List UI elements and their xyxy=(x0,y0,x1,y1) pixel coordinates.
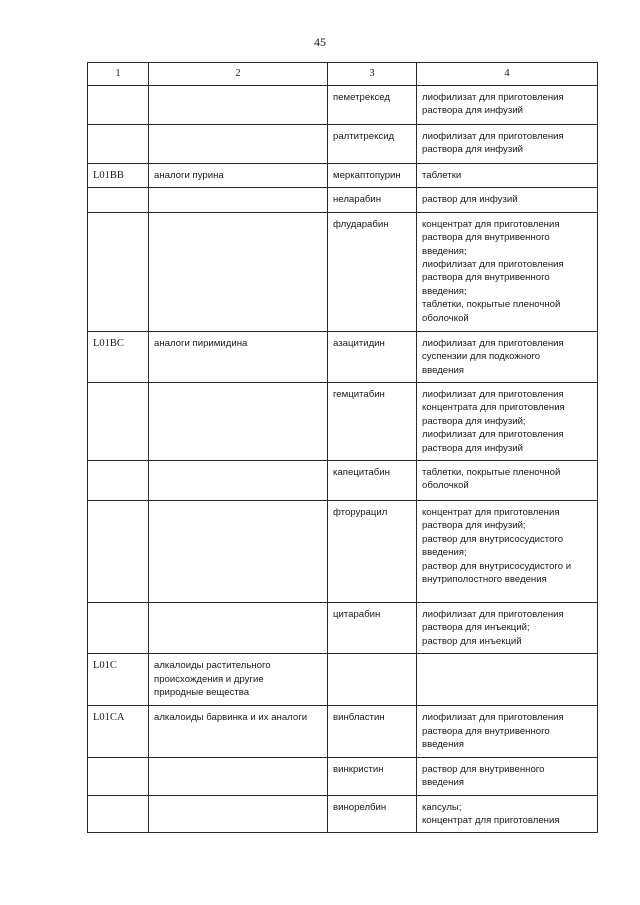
drug-name: флударабин xyxy=(328,212,417,331)
pharmacological-group xyxy=(149,795,328,833)
pharmacological-group xyxy=(149,603,328,654)
pharmacological-group xyxy=(149,188,328,212)
table-row xyxy=(88,757,598,795)
drug-name: меркаптопурин xyxy=(328,164,417,188)
table-row xyxy=(88,164,598,188)
drug-name: гемцитабин xyxy=(328,383,417,461)
pharmacological-group xyxy=(149,125,328,164)
table-row xyxy=(88,706,598,757)
table-row xyxy=(88,212,598,331)
table-header-row xyxy=(88,63,598,86)
pharmacological-group xyxy=(149,86,328,125)
dosage-form: лиофилизат для приготовления суспензии для подкожного введения xyxy=(417,331,598,382)
column-header-code: 1 xyxy=(88,63,149,86)
atc-code xyxy=(88,461,149,501)
drug-name: винбластин xyxy=(328,706,417,757)
atc-code xyxy=(88,757,149,795)
atc-code: L01BC xyxy=(88,331,149,382)
dosage-form: капсулы; концентрат для приготовления xyxy=(417,795,598,833)
table-row xyxy=(88,461,598,501)
column-header-form: 4 xyxy=(417,63,598,86)
atc-code xyxy=(88,86,149,125)
table-row xyxy=(88,383,598,461)
column-header-drug: 3 xyxy=(328,63,417,86)
atc-code xyxy=(88,212,149,331)
atc-code xyxy=(88,603,149,654)
atc-code xyxy=(88,795,149,833)
dosage-form: концентрат для приготовления раствора для инфузий; раствор для внутрисосудистого введения; раствор для внутрисосудистого и внутриполостного введения xyxy=(417,501,598,603)
pharmacological-group: аналоги пиримидина xyxy=(149,331,328,382)
table-row xyxy=(88,501,598,603)
pharmacological-group xyxy=(149,501,328,603)
drug-name: фторурацил xyxy=(328,501,417,603)
dosage-form: лиофилизат для приготовления раствора для инфузий xyxy=(417,86,598,125)
pharmacological-group: алкалоиды барвинка и их аналоги xyxy=(149,706,328,757)
drug-name: цитарабин xyxy=(328,603,417,654)
drug-name: ралтитрексид xyxy=(328,125,417,164)
atc-code: L01CA xyxy=(88,706,149,757)
dosage-form: лиофилизат для приготовления раствора для инъекций; раствор для инъекций xyxy=(417,603,598,654)
table-row xyxy=(88,125,598,164)
pharmacological-group: алкалоиды растительного происхождения и другие природные вещества xyxy=(149,654,328,706)
drug-name: винкристин xyxy=(328,757,417,795)
dosage-form: таблетки xyxy=(417,164,598,188)
table-row xyxy=(88,188,598,212)
pharmacological-group xyxy=(149,383,328,461)
table-row xyxy=(88,654,598,706)
drug-table xyxy=(87,62,598,833)
drug-name: пеметрексед xyxy=(328,86,417,125)
table-row xyxy=(88,603,598,654)
column-header-group: 2 xyxy=(149,63,328,86)
drug-name: капецитабин xyxy=(328,461,417,501)
drug-name: азацитидин xyxy=(328,331,417,382)
atc-code xyxy=(88,383,149,461)
dosage-form xyxy=(417,654,598,706)
table-row xyxy=(88,86,598,125)
drug-name: неларабин xyxy=(328,188,417,212)
dosage-form: лиофилизат для приготовления раствора для инфузий xyxy=(417,125,598,164)
table-row xyxy=(88,795,598,833)
table-row xyxy=(88,331,598,382)
dosage-form: таблетки, покрытые пленочной оболочкой xyxy=(417,461,598,501)
atc-code: L01C xyxy=(88,654,149,706)
dosage-form: раствор для инфузий xyxy=(417,188,598,212)
atc-code: L01BB xyxy=(88,164,149,188)
pharmacological-group: аналоги пурина xyxy=(149,164,328,188)
dosage-form: концентрат для приготовления раствора для внутривенного введения; лиофилизат для приготовления раствора для внутривенного введения; таблетки, покрытые пленочной оболочкой xyxy=(417,212,598,331)
dosage-form: лиофилизат для приготовления раствора для внутривенного введения xyxy=(417,706,598,757)
drug-name: винорелбин xyxy=(328,795,417,833)
pharmacological-group xyxy=(149,212,328,331)
pharmacological-group xyxy=(149,757,328,795)
dosage-form: лиофилизат для приготовления концентрата для приготовления раствора для инфузий; лиофилизат для приготовления раствора для инфузий xyxy=(417,383,598,461)
atc-code xyxy=(88,125,149,164)
drug-name xyxy=(328,654,417,706)
atc-code xyxy=(88,188,149,212)
page-number: 45 xyxy=(314,35,326,49)
pharmacological-group xyxy=(149,461,328,501)
atc-code xyxy=(88,501,149,603)
dosage-form: раствор для внутривенного введения xyxy=(417,757,598,795)
